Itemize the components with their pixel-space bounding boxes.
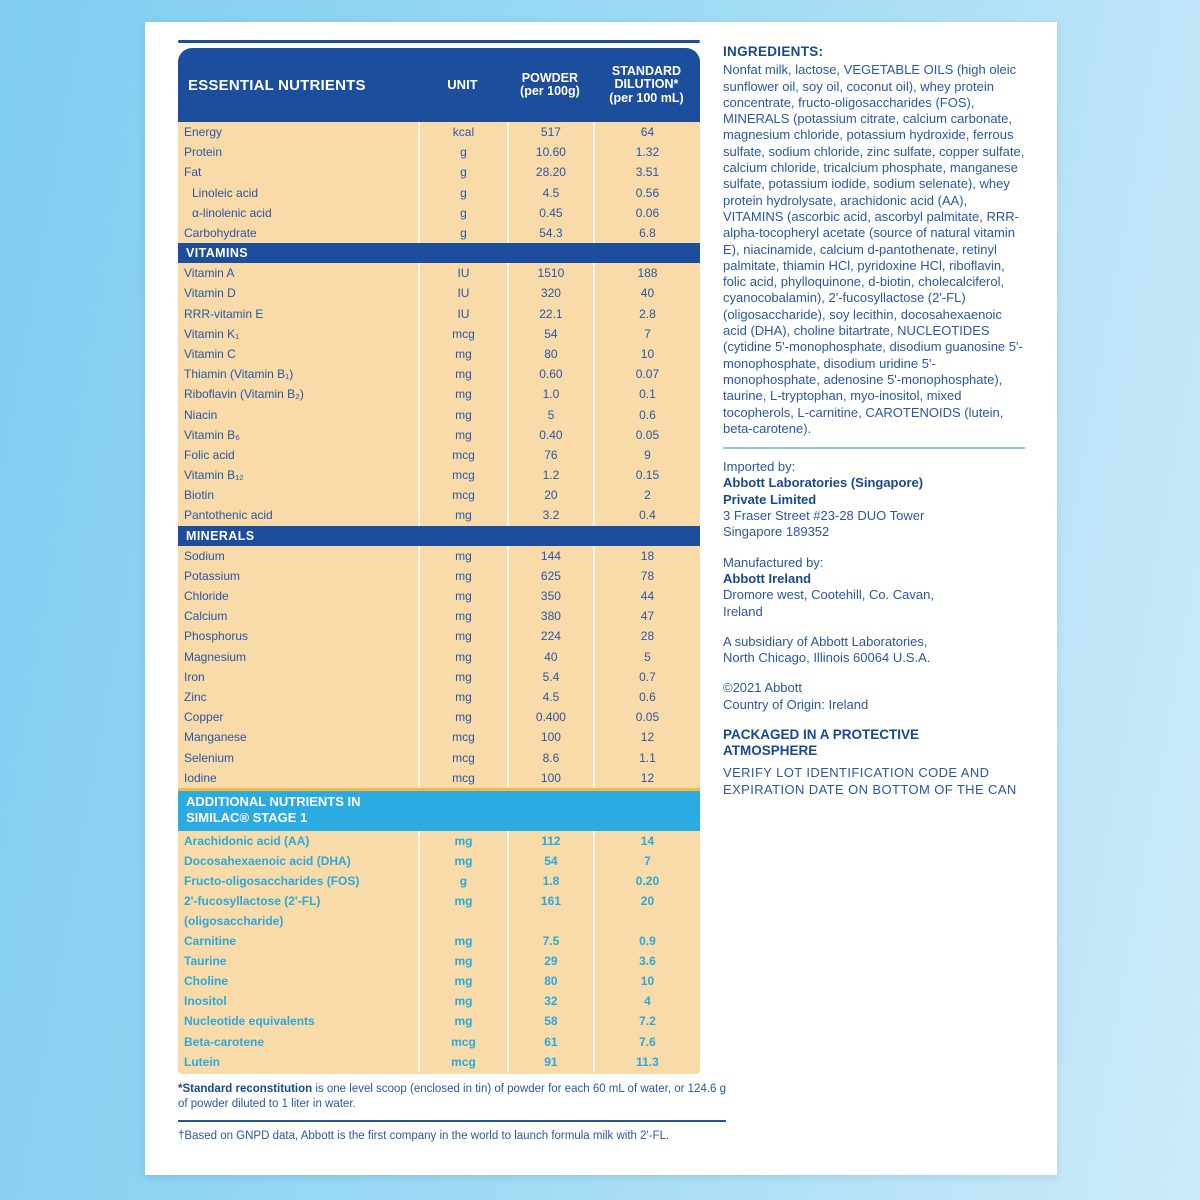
importer-name: Abbott Laboratories (Singapore) Private Limited — [723, 475, 924, 507]
table-row: Vitamin K₁ mcg 54 7 — [178, 324, 700, 344]
table-row: α-linolenic acid g 0.45 0.06 — [178, 203, 700, 223]
table-row: Calcium mg 380 47 — [178, 606, 700, 626]
imported-by-block — [723, 459, 1025, 540]
header-unit: UNIT — [447, 77, 478, 93]
table-row: RRR-vitamin E IU 22.1 2.8 — [178, 304, 700, 324]
copyright-block — [723, 680, 1025, 713]
section-divider — [723, 447, 1025, 449]
nutrient-table — [178, 40, 700, 1074]
table-row: Protein g 10.60 1.32 — [178, 142, 700, 162]
table-row: Biotin mcg 20 2 — [178, 485, 700, 505]
manufacturer-address: Dromore west, Cootehill, Co. Cavan, Ireland — [723, 587, 934, 619]
manufactured-by-block — [723, 555, 1025, 620]
header-essential-nutrients: ESSENTIAL NUTRIENTS — [188, 76, 366, 94]
table-row-continuation: (oligosaccharide) — [178, 912, 700, 931]
table-row: Magnesium mg 40 5 — [178, 647, 700, 667]
table-row: Fructo-oligosaccharides (FOS) g 1.8 0.20 — [178, 871, 700, 891]
packaged-block — [723, 727, 1025, 798]
table-row: Vitamin D IU 320 40 — [178, 283, 700, 303]
table-row: Zinc mg 4.5 0.6 — [178, 687, 700, 707]
importer-address: 3 Fraser Street #23-28 DUO Tower Singapore 189352 — [723, 508, 925, 540]
footnote-divider — [178, 1120, 726, 1122]
table-row: Taurine mg 29 3.6 — [178, 951, 700, 971]
table-row: Energy kcal 517 64 — [178, 122, 700, 142]
table-row: Chloride mg 350 44 — [178, 586, 700, 606]
table-row: Choline mg 80 10 — [178, 971, 700, 991]
table-row: Pantothenic acid mg 3.2 0.4 — [178, 505, 700, 525]
section-header-vitamins: VITAMINS — [178, 243, 700, 263]
table-row: Lutein mcg 91 11.3 — [178, 1052, 700, 1072]
table-row: Arachidonic acid (AA) mg 112 14 — [178, 831, 700, 851]
table-row: Phosphorus mg 224 28 — [178, 626, 700, 646]
subsidiary-note: A subsidiary of Abbott Laboratories, North Chicago, Illinois 60064 U.S.A. — [723, 633, 931, 666]
ingredients-heading: INGREDIENTS: — [723, 44, 824, 59]
section-header-minerals: MINERALS — [178, 526, 700, 546]
table-row: Folic acid mcg 76 9 — [178, 445, 700, 465]
table-row: Iodine mcg 100 12 — [178, 768, 700, 788]
table-row: Selenium mcg 8.6 1.1 — [178, 747, 700, 767]
table-row: Vitamin B₁₂ mcg 1.2 0.15 — [178, 465, 700, 485]
manufacturer-name: Abbott Ireland — [723, 570, 812, 586]
table-row: Vitamin A IU 1510 188 — [178, 263, 700, 283]
table-row: Carnitine mg 7.5 0.9 — [178, 931, 700, 951]
table-row: Inositol mg 32 4 — [178, 991, 700, 1011]
ingredients-text: Nonfat milk, lactose, VEGETABLE OILS (high oleic sunflower oil, soy oil, coconut oil), whey protein concentrate, fructo-oligosaccharides (FOS), MINERALS (potassium citrate, calcium carbonate, magnesium chloride, potassium hydroxide, ferrous sulfate, sodium chloride, zinc sulfate, copper sulfate, calcium chloride, tricalcium phosphate, manganese sulfate, potassium iodide, sodium selenate), whey protein hydrolysate, arachidonic acid (AA), VITAMINS (ascorbic acid, ascorbyl palmitate, RRR-alpha-tocopheryl acetate (source of natural vitamin E), niacinamide, calcium d-pantothenate, retinyl palmitate, thiamin HCl, pyridoxine HCl, riboflavin, folic acid, phylloquinone, d-biotin, cholecalciferol, cyanocobalamin), 2'-fucosyllactose (2'-FL) (oligosaccharide), soy lecithin, docosahexaenoic acid (DHA), choline bitartrate, NUCLEOTIDES (cytidine 5'-monophosphate, disodium guanosine 5'-monophosphate, disodium uridine 5'-monophosphate, adenosine 5'-monophosphate), taurine, L-tryptophan, myo-inositol, mixed tocopherols, L-carnitine, CAROTENOIDS (lutein, beta-carotene). — [723, 62, 1025, 436]
table-row: Docosahexaenoic acid (DHA) mg 54 7 — [178, 851, 700, 871]
table-row: Vitamin C mg 80 10 — [178, 344, 700, 364]
table-row: Linoleic acid g 4.5 0.56 — [178, 183, 700, 203]
table-row: Manganese mcg 100 12 — [178, 727, 700, 747]
table-row: Potassium mg 625 78 — [178, 566, 700, 586]
table-row: Vitamin B₆ mg 0.40 0.05 — [178, 425, 700, 445]
table-row: Riboflavin (Vitamin B₂) mg 1.0 0.1 — [178, 384, 700, 404]
imported-by-label: Imported by: — [723, 459, 796, 475]
table-header — [178, 48, 700, 122]
section-header-additional: ADDITIONAL NUTRIENTS IN SIMILAC® STAGE 1 — [178, 788, 700, 831]
table-row: Niacin mg 5 0.6 — [178, 404, 700, 424]
table-top-rule — [178, 40, 700, 43]
label-card — [145, 22, 1057, 1175]
verify-lot-text: VERIFY LOT IDENTIFICATION CODE AND EXPIRATION DATE ON BOTTOM OF THE CAN — [723, 764, 1017, 797]
packaged-heading: PACKAGED IN A PROTECTIVE ATMOSPHERE — [723, 726, 920, 759]
table-row: Fat g 28.20 3.51 — [178, 162, 700, 182]
header-powder: POWDER (per 100g) — [520, 70, 580, 98]
table-row: 2'-fucosyllactose (2'-FL) mg 161 20 — [178, 891, 700, 911]
table-row: Carbohydrate g 54.3 6.8 — [178, 223, 700, 243]
nutrient-table-body — [178, 122, 700, 1074]
footnote1-lead: *Standard reconstitution — [178, 1083, 313, 1095]
table-row: Beta-carotene mcg 61 7.6 — [178, 1032, 700, 1052]
copyright-line: ©2021 Abbott — [723, 680, 802, 696]
table-row: Thiamin (Vitamin B₁) mg 0.60 0.07 — [178, 364, 700, 384]
right-column — [723, 44, 1025, 798]
table-row: Nucleotide equivalents mg 58 7.2 — [178, 1011, 700, 1031]
manufactured-by-label: Manufactured by: — [723, 554, 824, 570]
footnote-gnpd: †Based on GNPD data, Abbott is the first company in the world to launch formula milk with 2'-FL. — [178, 1130, 670, 1142]
table-row: Iron mg 5.4 0.7 — [178, 667, 700, 687]
header-standard-dilution: STANDARD DILUTION* (per 100 mL) — [609, 63, 684, 105]
footnote1-text: is one level scoop (enclosed in tin) of powder for each 60 mL of water, or 124.6 g of powder diluted to 1 liter in water. — [178, 1083, 726, 1110]
footnotes — [178, 1082, 726, 1144]
table-row: Copper mg 0.400 0.05 — [178, 707, 700, 727]
country-of-origin: Country of Origin: Ireland — [723, 696, 869, 712]
table-row: Sodium mg 144 18 — [178, 546, 700, 566]
footnote-standard-reconstitution — [178, 1082, 726, 1112]
